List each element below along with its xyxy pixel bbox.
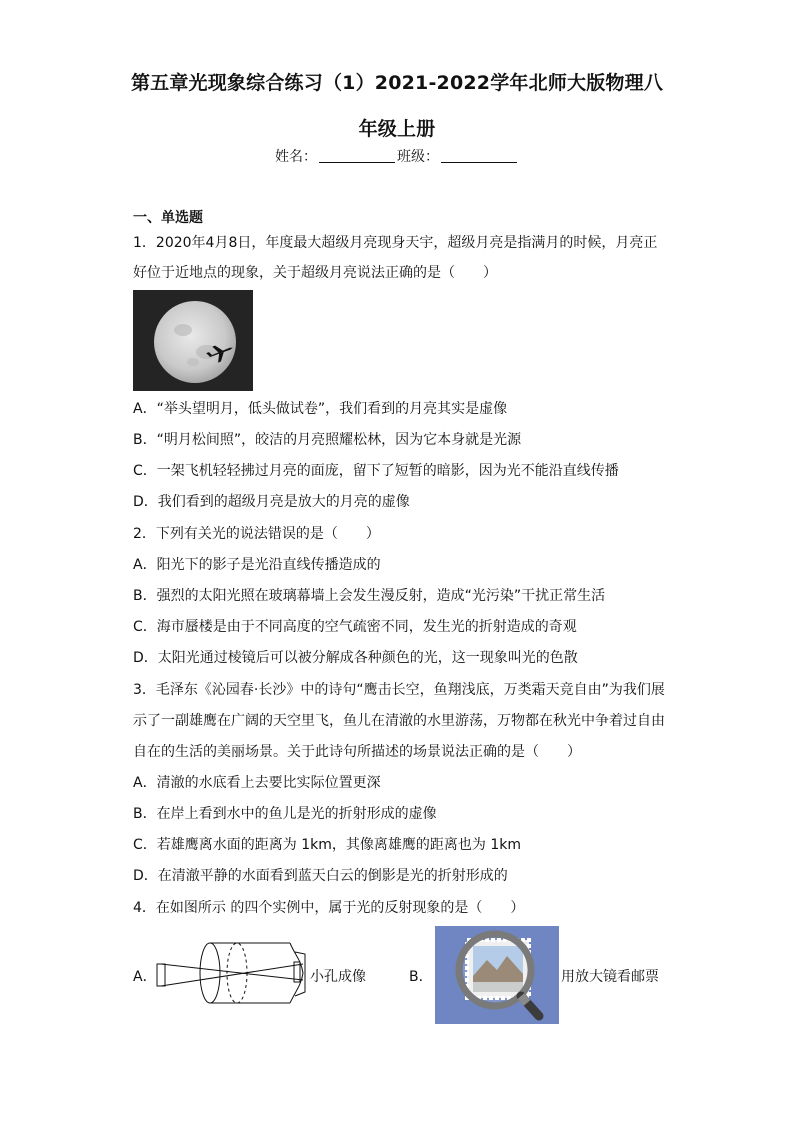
- class-blank[interactable]: [441, 148, 517, 163]
- q3-stem-line-1: 3．毛泽东《沁园春·长沙》中的诗句“鹰击长空，鱼翔浅底，万类霜天竞自由”为我们展: [133, 682, 665, 698]
- q2-option-c[interactable]: C．海市蜃楼是由于不同高度的空气疏密不同，发生光的折射造成的奇观: [133, 619, 577, 635]
- q3-option-d[interactable]: D．在清澈平静的水面看到蓝天白云的倒影是光的折射形成的: [133, 868, 508, 884]
- q1-option-d[interactable]: D．我们看到的超级月亮是放大的月亮的虚像: [133, 494, 410, 510]
- q4-stem: 4．在如图所示 的四个实例中，属于光的反射现象的是（ ）: [133, 900, 525, 916]
- class-label: 班级：: [397, 149, 439, 165]
- q3-option-b[interactable]: B．在岸上看到水中的鱼儿是光的折射形成的虚像: [133, 806, 437, 822]
- q1-stem-line-1: 1．2020年4月8日，年度最大超级月亮现身天宇，超级月亮是指满月的时候，月亮正: [133, 235, 658, 251]
- q3-option-a[interactable]: A．清澈的水底看上去要比实际位置更深: [133, 775, 381, 791]
- supermoon-photo: [133, 290, 253, 391]
- q1-stem-line-2: 好位于近地点的现象，关于超级月亮说法正确的是（ ）: [133, 265, 497, 281]
- q4-option-b-label[interactable]: B．: [409, 969, 433, 985]
- name-label: 姓名：: [275, 149, 317, 165]
- q2-option-b[interactable]: B．强烈的太阳光照在玻璃幕墙上会发生漫反射，造成“光污染”干扰正常生活: [133, 588, 606, 604]
- q1-option-a[interactable]: A．“举头望明月，低头做试卷”，我们看到的月亮其实是虚像: [133, 401, 508, 417]
- q4-option-b-caption: 用放大镜看邮票: [561, 969, 659, 985]
- q2-stem: 2．下列有关光的说法错误的是（ ）: [133, 526, 380, 542]
- q1-option-c[interactable]: C．一架飞机轻轻拂过月亮的面庞，留下了短暂的暗影，因为光不能沿直线传播: [133, 463, 619, 479]
- q1-option-b[interactable]: B．“明月松间照”，皎洁的月亮照耀松林，因为它本身就是光源: [133, 432, 522, 448]
- document-title-line-2: 年级上册: [358, 118, 436, 140]
- q4-option-a-label[interactable]: A．: [133, 969, 157, 985]
- q3-stem-line-2: 示了一副雄鹰在广阔的天空里飞，鱼儿在清澈的水里游荡，万物都在秋光中争着过自由: [133, 713, 665, 729]
- document-title-line-1: 第五章光现象综合练习（1）2021-2022学年北师大版物理八: [130, 72, 664, 94]
- magnifier-stamp-photo: [435, 926, 559, 1024]
- section-title: 一、单选题: [133, 210, 203, 226]
- q2-option-a[interactable]: A．阳光下的影子是光沿直线传播造成的: [133, 557, 381, 573]
- name-blank[interactable]: [319, 148, 395, 163]
- student-info: [0, 146, 794, 166]
- q2-option-d[interactable]: D．太阳光通过棱镜后可以被分解成各种颜色的光，这一现象叫光的色散: [133, 650, 578, 666]
- q3-option-c[interactable]: C．若雄鹰离水面的距离为 1km，其像离雄鹰的距离也为 1km: [133, 837, 521, 853]
- q3-stem-line-3: 自在的生活的美丽场景。关于此诗句所描述的场景说法正确的是（ ）: [133, 744, 581, 760]
- q4-option-a-caption: 小孔成像: [310, 969, 366, 985]
